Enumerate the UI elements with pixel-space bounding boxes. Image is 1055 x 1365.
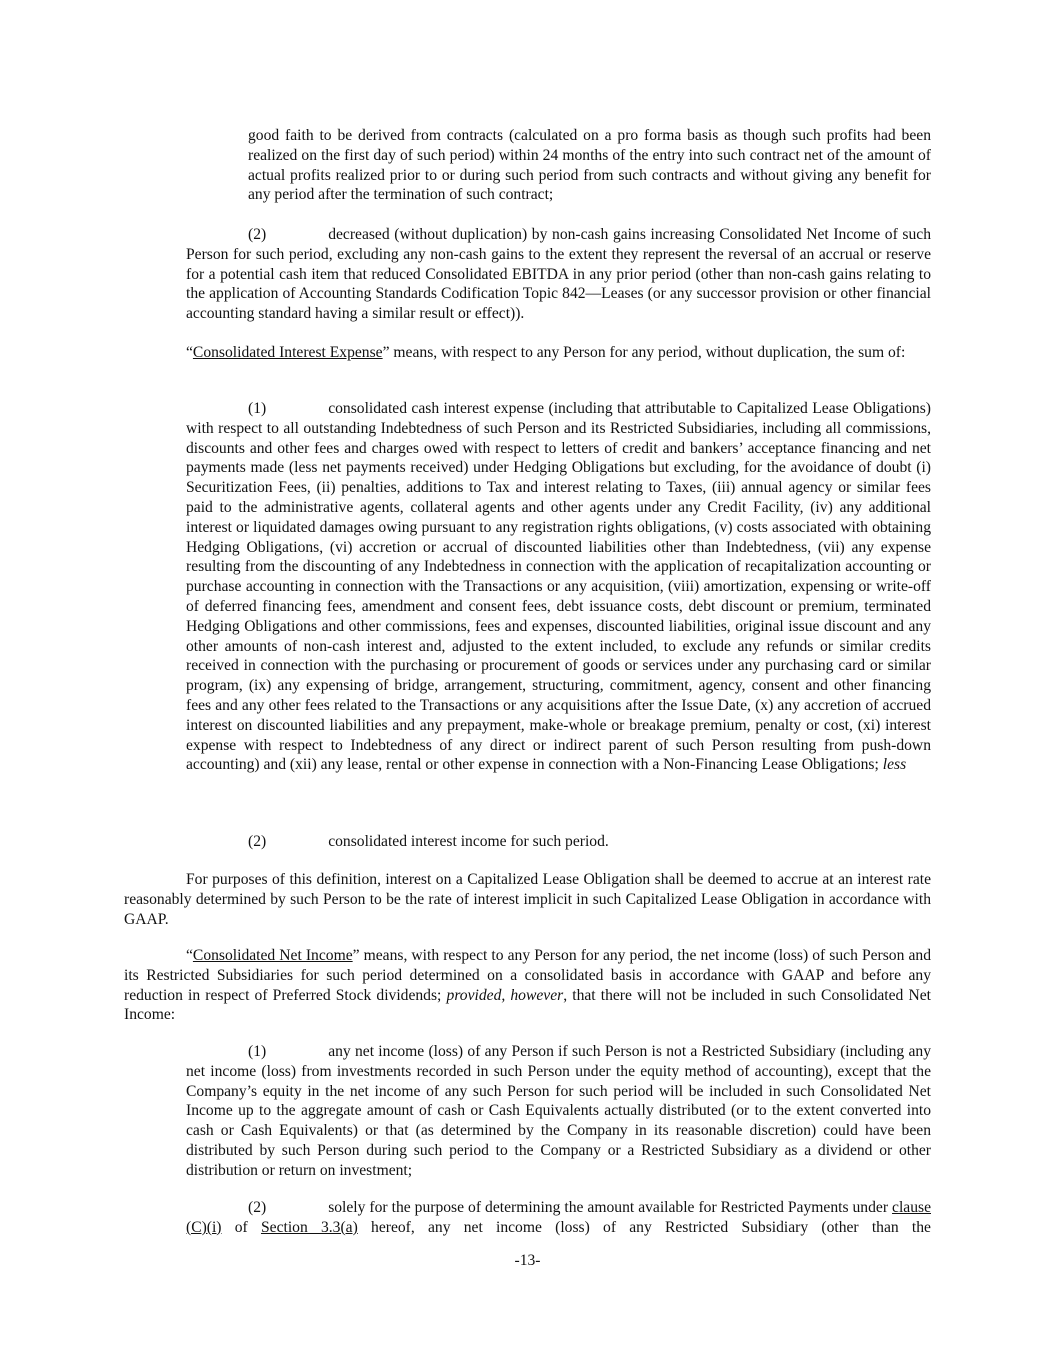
- paragraph-continuation: [248, 126, 931, 205]
- clause-text: consolidated interest income for such period.: [328, 833, 609, 850]
- less-italic: less: [882, 756, 907, 774]
- open-quote: “: [186, 947, 193, 964]
- definition-text: ” means, with respect to any Person for any period, without duplication, the sum of:: [382, 344, 906, 361]
- defined-term: Consolidated Net Income: [192, 947, 353, 964]
- paragraph-text: good faith to be derived from contracts (calculated on a pro forma basis as though such profits had been realized on the first day of such period) within 24 months of the entry into such contract net of the amount of actual profits realized prior to or during such period from such contracts and without giving any benefit for any period after the termination of such contract;: [248, 127, 931, 204]
- page-number: -13-: [514, 1252, 541, 1269]
- cie-clause-1: [186, 399, 931, 775]
- open-quote: “: [186, 344, 193, 361]
- definition-text: ” means, with respect to any Person for any period, the net income (loss) of such Person and its Restricted Subsidiaries for such period determined on a consolidated basis in accordance with GAAP and before any reduction in respect of Preferred Stock dividends;: [124, 947, 931, 1004]
- cie-clause-2: [186, 832, 931, 852]
- cni-clause-2: [186, 1198, 931, 1238]
- ebitda-clause-2: [186, 225, 931, 324]
- clause-number: (2): [248, 1199, 267, 1216]
- clause-number: (2): [248, 833, 267, 850]
- connector-text: of: [234, 1218, 248, 1236]
- clause-number: (1): [248, 400, 267, 417]
- clause-text: any net income (loss) of any Person if such Person is not a Restricted Subsidiary (including any net income (loss) from investments recorded in such Person under the equity method of accounting), except that the Company’s equity in the net income of any such Person for such period will be included in such Consolidated Net Income up to the aggregate amount of cash or Cash Equivalents actually distributed (or to the extent converted into cash or Cash Equivalents) or that (as determined by the Company in its reasonable discretion) could have been distributed by such Person during such period to the Company or a Restricted Subsidiary as a dividend or other distribution or return on investment;: [186, 1043, 931, 1179]
- defined-term: Consolidated Interest Expense: [192, 344, 383, 361]
- definition-consolidated-interest-expense: [124, 343, 931, 363]
- section-reference-link: Section 3.3(a): [260, 1218, 358, 1236]
- clause-text: solely for the purpose of determining the amount available for Restricted Payments under: [328, 1199, 889, 1216]
- purposes-paragraph: [124, 870, 931, 929]
- clause-text: decreased (without duplication) by non-cash gains increasing Consolidated Net Income of such Person for such period, excluding any non-cash gains to the extent they represent the reversal of an accrual or reserve for a potential cash item that reduced Consolidated EBITDA in any prior period (other than non-cash gains relating to the application of Accounting Standards Codification Topic 842—Leases (or any successor provision or other financial accounting standard having a similar result or effect)).: [186, 226, 931, 323]
- cni-clause-1: [186, 1042, 931, 1181]
- definition-text-continued: , that there will not be included in such Consolidated Net Income:: [124, 986, 931, 1024]
- clause-number: (1): [248, 1043, 267, 1060]
- clause-number: (2): [248, 226, 267, 243]
- clause-text: consolidated cash interest expense (including that attributable to Capitalized Lease Obligations) with respect to all outstanding Indebtedness of such Person and its Restricted Subsidiaries, including all commissions, discounts and other fees and charges owed with respect to letters of credit and bankers’ acceptance financing and net payments made (less net payments received) under Hedging Obligations but excluding, for the avoidance of doubt (i) Securitization Fees, (ii) penalties, additions to Tax and interest relating to Taxes, (iii) annual agency or similar fees paid to the administrative agents, collateral agents and other agents under any Credit Facility, (iv) any additional interest or liquidated damages owing pursuant to any registration rights obligations, (v) costs associated with obtaining Hedging Obligations, (vi) accretion or accrual of discounted liabilities other than Indebtedness, (vii) any expense resulting from the discounting of any Indebtedness in connection with the application of recapitalization accounting or purchase accounting in connection with the Transactions or any acquisition, (viii) amortization, expensing or write-off of deferred financing fees, amendment and consent fees, debt issuance costs, debt discount or premium, terminated Hedging Obligations and other commissions, fees and expenses, discounted liabilities, original issue discount and any other amounts of non-cash interest and, adjusted to the extent included, to exclude any refunds or similar credits received in connection with the purchasing or procurement of goods or services under any purchasing card or similar program, (ix) any expensing of bridge, arrangement, structuring, commitment, agency, consent and other financing fees and any other fees related to the Transactions or any acquisitions after the Issue Date, (x) any accretion of accrued interest on discounted liabilities and any prepayment, make-whole or breakage premium, penalty or cost, (xi) interest expense with respect to Indebtedness of any direct or indirect parent of such Person resulting from push-down accounting) and (xii) any lease, rental or other expense in connection with a Non-Financing Lease Obligations;: [186, 400, 931, 774]
- provided-however-italic: provided, however: [446, 986, 564, 1004]
- clause-reference-link: clause (C)(i): [186, 1199, 931, 1236]
- definition-consolidated-net-income: [124, 946, 931, 1025]
- paragraph-text: For purposes of this definition, interest on a Capitalized Lease Obligation shall be deemed to accrue at an interest rate reasonably determined by such Person to be the rate of interest implicit in such Capitalized Lease Obligation in accordance with GAAP.: [124, 871, 931, 928]
- clause-text-continued: hereof, any net income (loss) of any Restricted Subsidiary (other than the: [371, 1218, 931, 1236]
